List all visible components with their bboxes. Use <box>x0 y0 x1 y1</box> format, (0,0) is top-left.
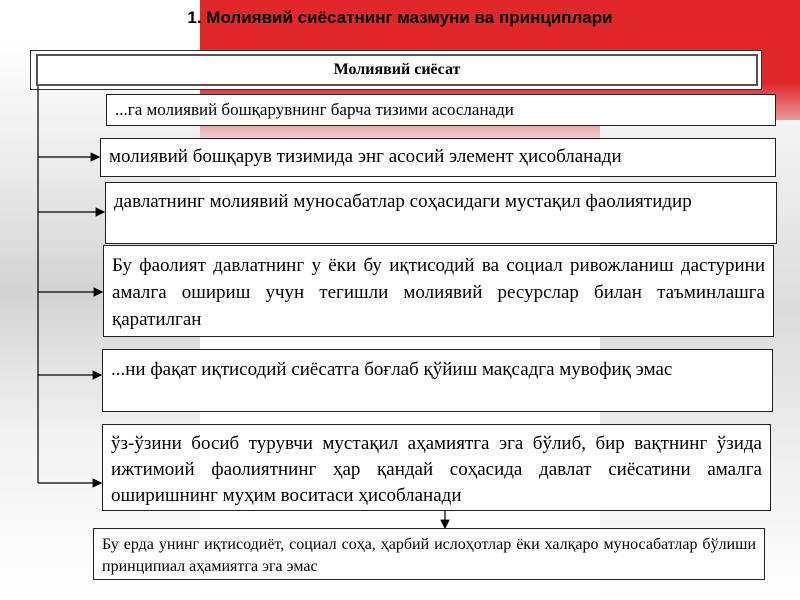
box-3-text: давлатнинг молиявий муносабатлар соҳасидаги мустақил фаолиятидир <box>114 191 692 212</box>
box-3 <box>105 182 777 244</box>
box-7 <box>93 528 765 580</box>
box-1 <box>106 94 776 126</box>
box-6 <box>102 424 771 511</box>
box-7-text: Бу ерда унинг иқтисодиёт, социал соҳа, ҳарбий ислоҳотлар ёки халқаро муносабатлар бўлиши принципиал аҳамиятга эга эмас <box>102 536 756 575</box>
box-4-text: Бу фаолият давлатнинг у ёки бу иқтисодий ва социал ривожланиш дастурини амалга ошириш учун тегишли молиявий ресурслар билан таъминлашга қаратилган <box>112 255 765 330</box>
box-1-text: ...га молиявий бошқарувнинг барча тизими асосланади <box>115 100 514 119</box>
box-5-text: ...ни фақат иқтисодий сиёсатга боғлаб қўйиш мақсадга мувофиқ эмас <box>111 359 673 380</box>
box-4 <box>103 245 774 337</box>
box-2-text: молиявий бошқарув тизимида энг асосий элемент ҳисобланади <box>109 146 622 167</box>
header-box: Молиявий сиёсат <box>36 54 758 86</box>
box-2 <box>100 138 776 177</box>
slide-title: 1. Молиявий сиёсатнинг мазмуни ва принциплари <box>187 8 613 27</box>
box-5 <box>102 349 773 412</box>
box-6-text: ўз-ўзини босиб турувчи мустақил аҳамиятга эга бўлиб, бир вақтнинг ўзида ижтимоий фаолиятнинг ҳар қандай соҳасида давлат сиёсатини амалга оширишнинг муҳим воситаси ҳисобланади <box>111 433 762 506</box>
